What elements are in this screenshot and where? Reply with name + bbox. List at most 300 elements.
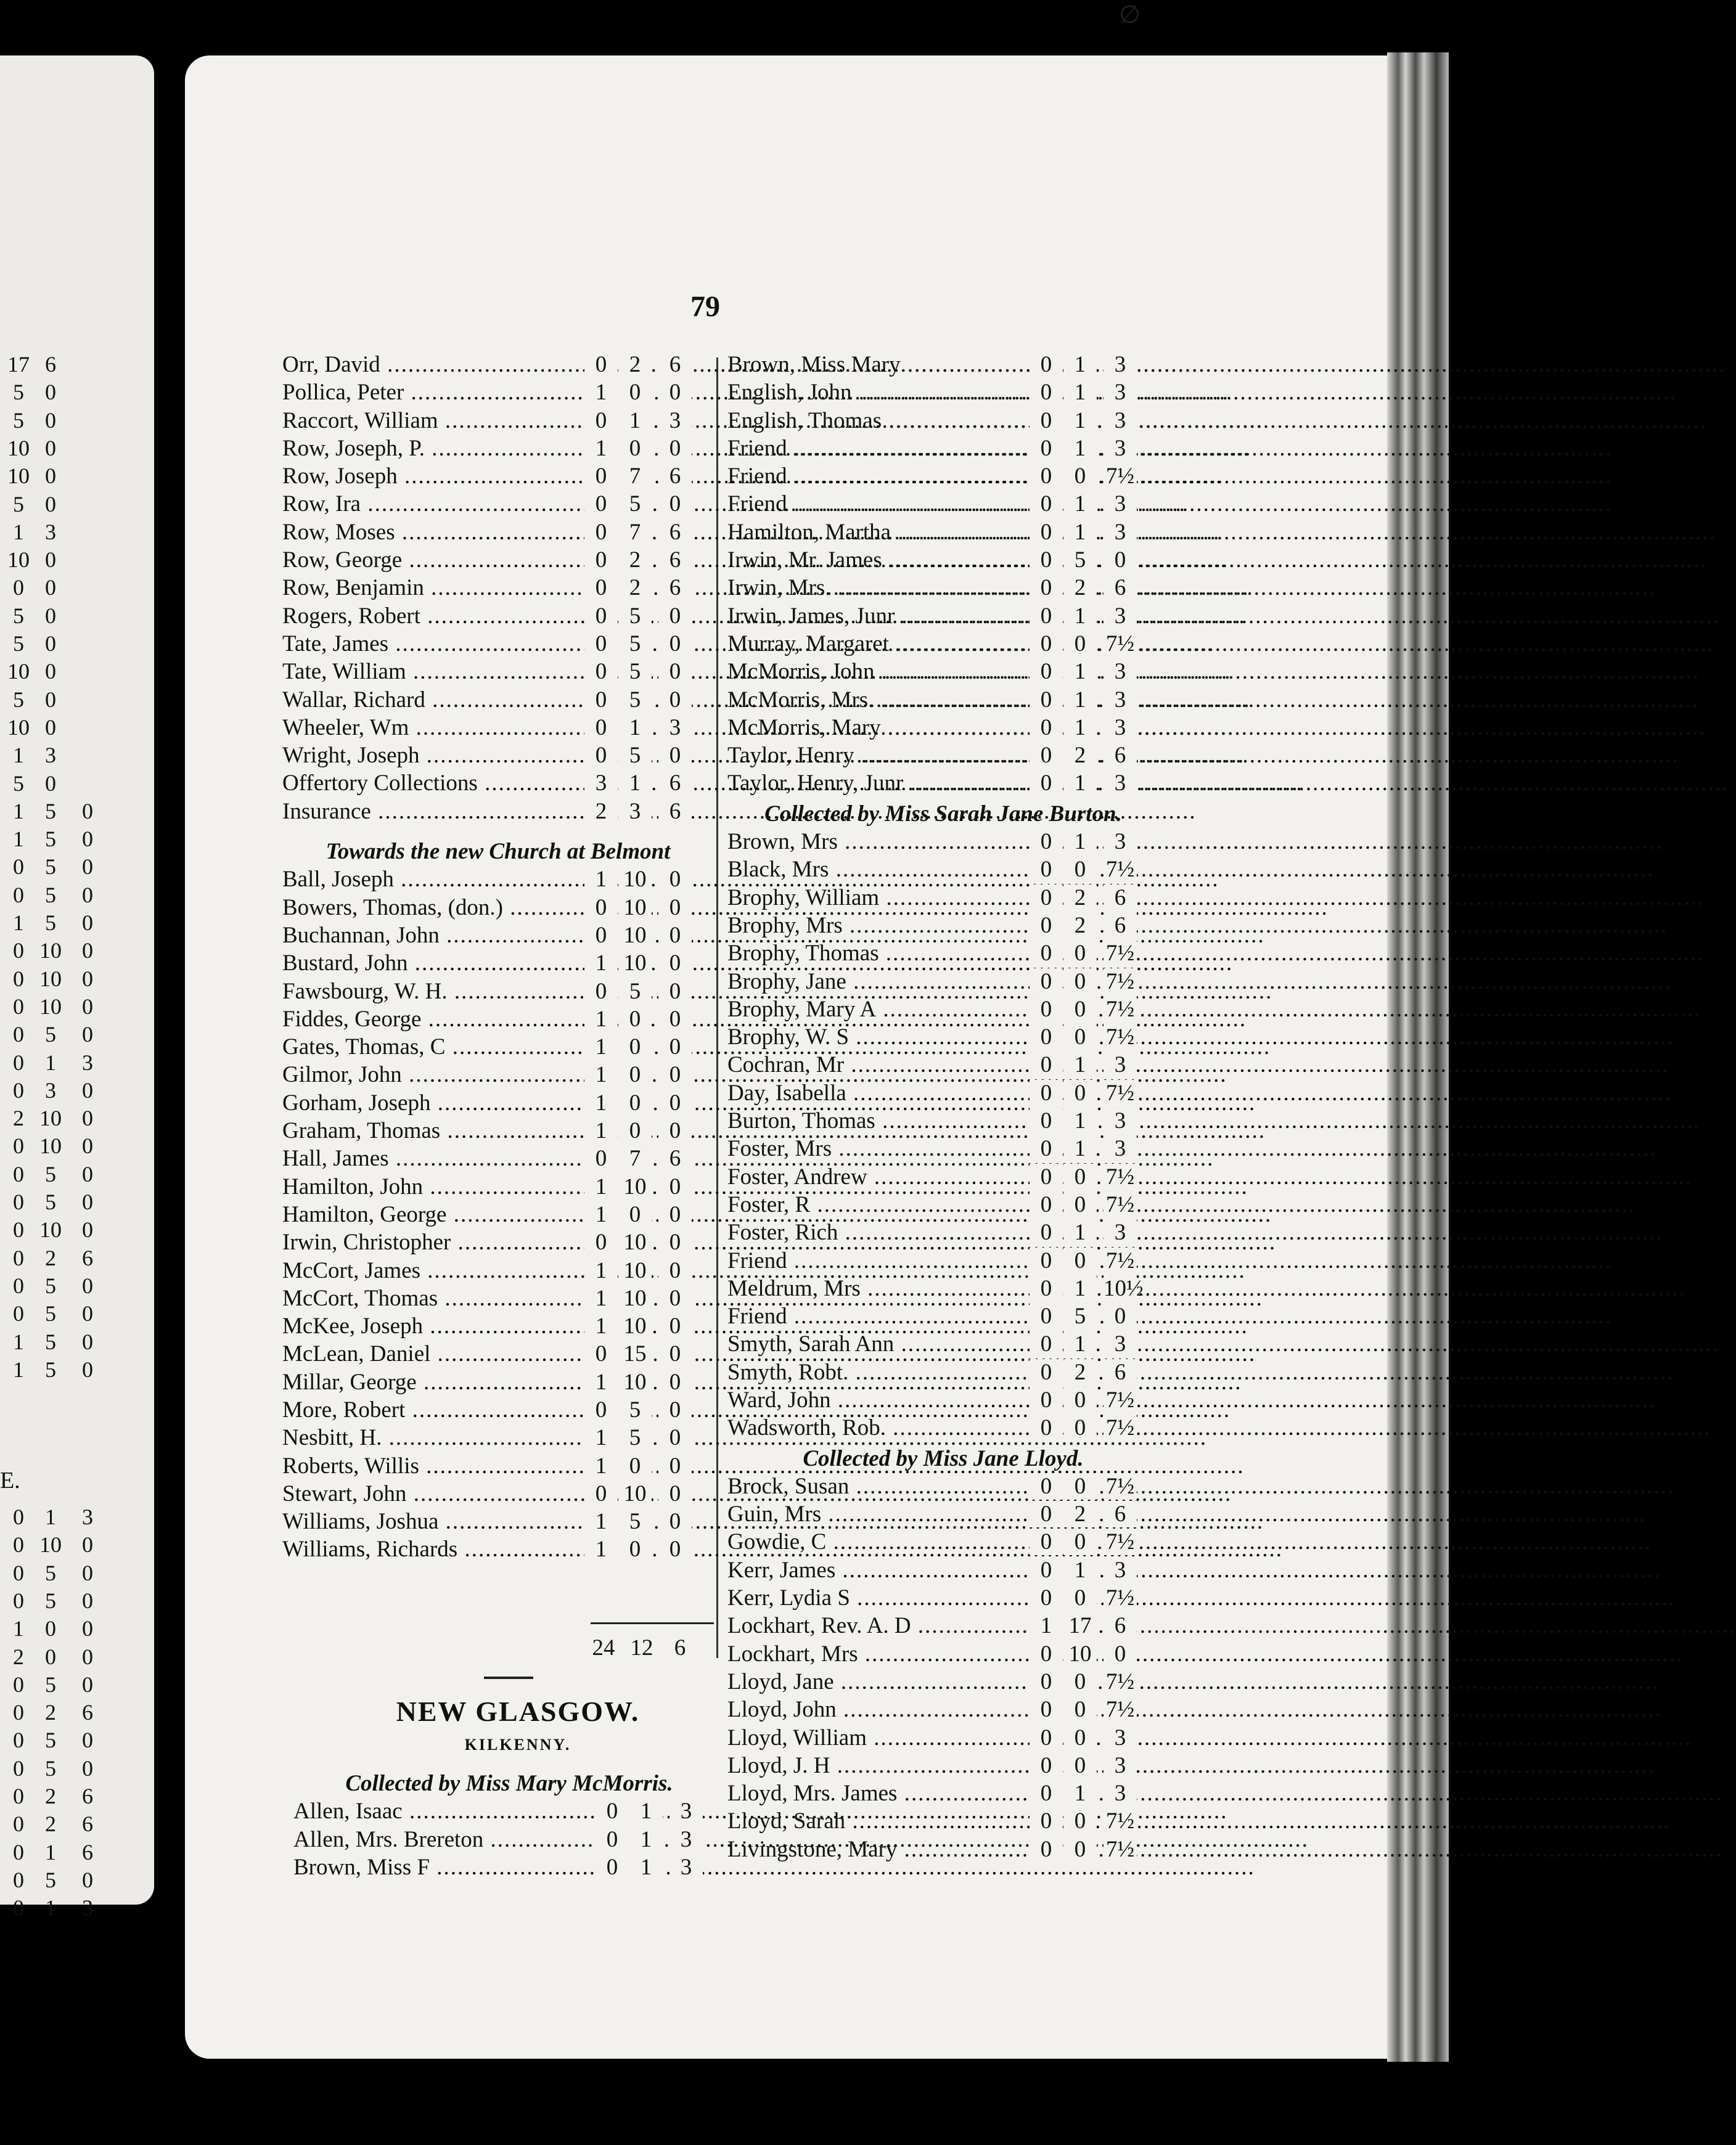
list-item [282, 1229, 714, 1257]
list-item [282, 742, 714, 770]
list-item [282, 1257, 714, 1285]
entry-shillings: 0 [1063, 1836, 1097, 1863]
list-item [727, 491, 1159, 518]
list-item [727, 379, 1159, 407]
entry-pence: 0 [658, 1397, 692, 1423]
list-item [282, 770, 714, 798]
entry-pounds: 1 [584, 1285, 618, 1312]
entry-pence: 0 [658, 978, 692, 1005]
entry-shillings: 1 [629, 1798, 663, 1824]
facing-page-value: 5 [13, 631, 24, 656]
facing-page-value: 5 [45, 1672, 56, 1697]
entry-pounds: 0 [1030, 1219, 1063, 1246]
mcmorris-entries-list [293, 1798, 725, 1882]
entry-shillings: 2 [1063, 742, 1097, 769]
entry-pounds: 0 [1030, 1024, 1063, 1050]
list-item [282, 1090, 714, 1117]
facing-page-value: 0 [82, 938, 93, 963]
entry-shillings: 5 [1063, 1303, 1097, 1330]
entry-shillings: 1 [1063, 1557, 1097, 1583]
list-item [727, 1501, 1159, 1529]
entry-name: McMorris, John ..... [727, 658, 1017, 685]
list-item [727, 1725, 1159, 1752]
entry-pounds: 0 [1030, 1529, 1063, 1555]
entry-name: Allen, Isaac ..... [293, 1798, 583, 1824]
facing-page-value: 0 [82, 910, 93, 935]
entry-shillings: 5 [618, 1508, 652, 1535]
facing-page-value: 0 [82, 1616, 93, 1641]
list-item [282, 1508, 714, 1536]
entry-pence: 0 [658, 1006, 692, 1032]
entry-shillings: 0 [618, 1034, 652, 1060]
entry-name: McMorris, Mary ..... [727, 714, 1017, 741]
entry-name: Foster, Rich ..... [727, 1219, 1017, 1246]
list-item [727, 1612, 1159, 1640]
entry-pounds: 0 [1030, 1331, 1063, 1357]
list-item [282, 351, 714, 379]
entry-name: Brown, Miss Mary ..... [727, 351, 1017, 378]
facing-page-row [0, 1811, 123, 1839]
entry-pounds: 0 [584, 491, 618, 517]
list-item [727, 1473, 1159, 1501]
entry-shillings: 5 [618, 1397, 652, 1423]
entry-name: Murray, Margaret ..... [727, 631, 1017, 657]
entry-pounds: 0 [584, 407, 618, 434]
entry-shillings: 0 [1063, 1752, 1097, 1779]
entry-name: Orr, David ..... [282, 351, 572, 378]
facing-page-value: 10 [39, 1134, 62, 1159]
entry-name: Wadsworth, Rob. ..... [727, 1415, 1017, 1441]
facing-page-value: 5 [45, 1161, 56, 1187]
list-item [282, 1481, 714, 1508]
list-item [282, 894, 714, 922]
facing-page-value: 1 [45, 1050, 56, 1075]
list-item [727, 603, 1159, 631]
facing-page-row [0, 1357, 123, 1385]
entry-shillings: 0 [618, 1201, 652, 1228]
entry-shillings: 1 [1063, 603, 1097, 629]
entry-shillings: 0 [618, 435, 652, 462]
list-item [282, 950, 714, 978]
entry-pence: 0 [658, 1453, 692, 1479]
list-item [727, 996, 1159, 1024]
facing-page-value: 10 [39, 1106, 62, 1131]
facing-page-value: 0 [82, 1134, 93, 1159]
entry-pence: 0 [658, 1201, 692, 1228]
entry-pence: 0 [658, 1229, 692, 1256]
facing-page-value: 5 [45, 1301, 56, 1326]
entry-shillings: 0 [1063, 1529, 1097, 1555]
entry-pence: 0 [658, 894, 692, 921]
entry-pounds: 0 [584, 687, 618, 713]
entry-pounds: 0 [584, 658, 618, 685]
entry-name: Williams, Joshua ..... [282, 1508, 572, 1535]
entry-shillings: 1 [1063, 828, 1097, 855]
entry-shillings: 5 [618, 1424, 652, 1451]
facing-page-value: 5 [45, 798, 56, 823]
entry-pence: 3 [1103, 407, 1137, 434]
entry-pounds: 0 [584, 547, 618, 573]
list-item [282, 379, 714, 407]
entry-name: More, Robert ..... [282, 1397, 572, 1423]
facing-page-value: 5 [45, 1755, 56, 1781]
facing-page-value: 1 [13, 910, 24, 935]
facing-page-row [0, 1105, 123, 1134]
facing-page-value: 0 [45, 407, 56, 433]
facing-page-value: 0 [45, 1644, 56, 1669]
facing-page-value: 0 [13, 1895, 24, 1921]
entry-pounds: 1 [584, 1090, 618, 1116]
facing-page-row [0, 1588, 123, 1616]
entry-name: Brock, Susan ..... [727, 1473, 1017, 1500]
belmont-entries-list [282, 866, 714, 1564]
entry-name: Row, Joseph, P. ..... [282, 435, 572, 462]
entry-shillings: 10 [618, 1285, 652, 1312]
facing-page-value: 0 [82, 1867, 93, 1892]
list-item [727, 1164, 1159, 1191]
entry-name: Livingstone, Mary ..... [727, 1836, 1017, 1863]
entry-shillings: 0 [618, 1090, 652, 1116]
facing-page-value: 0 [13, 1022, 24, 1047]
facing-page-value: 0 [13, 1190, 24, 1214]
facing-page-value: 5 [45, 1329, 56, 1354]
list-item [282, 1424, 714, 1452]
entry-pence: 3 [1103, 1219, 1137, 1246]
entry-pence: 3 [1103, 658, 1137, 685]
entry-pounds: 0 [1030, 1387, 1063, 1413]
entry-shillings: 1 [1063, 351, 1097, 378]
entry-name: Irwin, Mrs. ..... [727, 574, 1017, 601]
entry-pounds: 0 [1030, 1669, 1063, 1695]
facing-page-value: 0 [82, 1022, 93, 1047]
facing-page-value: 0 [82, 1273, 93, 1298]
entry-shillings: 10 [618, 1174, 652, 1200]
facing-page-value: 5 [45, 1560, 56, 1585]
facing-page-value: 0 [13, 1784, 24, 1808]
list-item [727, 1641, 1159, 1669]
entry-pence: 7½ [1103, 1836, 1137, 1863]
facing-page-row [0, 994, 123, 1022]
entry-shillings: 0 [1063, 1585, 1097, 1611]
facing-page-value: 3 [82, 1050, 93, 1075]
facing-page-row [0, 463, 123, 491]
entry-shillings: 2 [1063, 885, 1097, 911]
entry-shillings: 0 [1063, 856, 1097, 883]
entry-pence: 6 [1103, 1359, 1137, 1386]
facing-page-value: 2 [13, 1106, 24, 1131]
section-heading-belmont: Towards the new Church at Belmont [326, 839, 671, 865]
entry-pounds: 0 [1030, 519, 1063, 545]
list-item [727, 856, 1159, 884]
burton-entries-list [727, 828, 1159, 1443]
facing-page-value: 0 [13, 854, 24, 880]
entry-pounds: 1 [584, 1034, 618, 1060]
entry-name: English, Thomas ..... [727, 407, 1017, 434]
entry-shillings: 10 [618, 922, 652, 949]
entry-name: Graham, Thomas ..... [282, 1117, 572, 1144]
entry-pence: 0 [658, 1508, 692, 1535]
facing-page-value: 0 [45, 687, 56, 712]
facing-page-value: 0 [82, 1357, 93, 1382]
entry-pounds: 0 [1030, 1303, 1063, 1330]
entry-pounds: 0 [1030, 1585, 1063, 1611]
facing-page-value: 0 [13, 966, 24, 991]
entry-pounds: 0 [1030, 603, 1063, 629]
entry-pounds: 0 [584, 978, 618, 1005]
facing-page-value: 10 [39, 1217, 62, 1243]
facing-page-value: 10 [7, 714, 30, 740]
facing-page-value: 0 [45, 631, 56, 656]
entry-name: Gowdie, C ..... [727, 1529, 1017, 1555]
entry-pence: 7½ [1103, 631, 1137, 657]
collector-heading-mcmorris: Collected by Miss Mary McMorris. [345, 1771, 673, 1796]
facing-page-value: 0 [13, 1245, 24, 1270]
list-item [282, 1536, 714, 1564]
list-item [282, 491, 714, 518]
entry-name: Stewart, John ..... [282, 1481, 572, 1507]
list-item [727, 828, 1159, 856]
facing-page-value: 0 [45, 491, 56, 517]
entry-name: Smyth, Robt. ..... [727, 1359, 1017, 1386]
entry-pounds: 0 [1030, 1248, 1063, 1274]
entry-shillings: 0 [1063, 1191, 1097, 1218]
entry-shillings: 1 [618, 407, 652, 434]
facing-page-value: 3 [45, 1077, 56, 1103]
list-item [727, 547, 1159, 574]
entry-name: Foster, Andrew ..... [727, 1164, 1017, 1190]
entry-pounds: 0 [1030, 828, 1063, 855]
facing-page-row [0, 1839, 123, 1868]
entry-name: Gates, Thomas, C ..... [282, 1034, 572, 1060]
list-item [293, 1826, 725, 1854]
facing-page-value: 0 [45, 464, 56, 489]
facing-page-value: 1 [45, 1839, 56, 1865]
entry-name: Offertory Collections ..... [282, 770, 572, 796]
list-item [727, 407, 1159, 435]
facing-page-row [0, 1217, 123, 1245]
facing-page-value: 0 [13, 1077, 24, 1103]
entry-name: Fiddes, George ..... [282, 1006, 572, 1032]
facing-page-value: 0 [82, 1217, 93, 1243]
entry-pounds: 0 [1030, 407, 1063, 434]
entry-shillings: 0 [1063, 1808, 1097, 1834]
facing-page-row [0, 1273, 123, 1301]
facing-page-row [0, 826, 123, 854]
entry-name: Lloyd, William ..... [727, 1725, 1017, 1751]
entry-name: Brophy, Thomas ..... [727, 940, 1017, 966]
entry-shillings: 5 [618, 658, 652, 685]
facing-page-value: 6 [45, 352, 56, 377]
list-item [727, 435, 1159, 463]
entry-pence: 0 [658, 922, 692, 949]
facing-page-row [0, 1895, 123, 1923]
kilkenny-block [293, 1770, 725, 1882]
entry-shillings: 2 [618, 351, 652, 378]
list-item [282, 1145, 714, 1173]
facing-page-value: 17 [7, 352, 30, 377]
list-item [727, 519, 1159, 547]
list-item [282, 574, 714, 602]
entry-pounds: 1 [584, 950, 618, 976]
entry-shillings: 1 [1063, 379, 1097, 406]
entry-pounds: 0 [1030, 1780, 1063, 1807]
entry-pence: 7½ [1103, 1387, 1137, 1413]
entry-pounds: 0 [584, 742, 618, 769]
entry-shillings: 10 [618, 1229, 652, 1256]
facing-page-value: 5 [45, 1190, 56, 1214]
entry-shillings: 1 [1063, 658, 1097, 685]
entry-pence: 6 [1103, 912, 1137, 939]
entry-pence: 0 [658, 742, 692, 769]
facing-page-value: 0 [82, 1728, 93, 1753]
facing-page-row [0, 770, 123, 799]
total-shillings: 12 [630, 1635, 653, 1661]
facing-page-row [0, 603, 123, 631]
entry-shillings: 1 [1063, 1052, 1097, 1078]
entry-pounds: 1 [584, 379, 618, 406]
facing-page-row [0, 1699, 123, 1728]
entry-pence: 0 [658, 1536, 692, 1563]
entry-shillings: 5 [618, 978, 652, 1005]
entry-shillings: 1 [1063, 770, 1097, 796]
facing-page-row [0, 1133, 123, 1161]
entry-pence: 0 [658, 658, 692, 685]
entry-pence: 3 [669, 1826, 703, 1853]
facing-page-value: 0 [13, 1301, 24, 1326]
facing-page-fragment [0, 55, 154, 1921]
entry-shillings: 5 [1063, 547, 1097, 573]
entry-pounds: 0 [1030, 379, 1063, 406]
entry-pence: 7½ [1103, 1808, 1137, 1834]
entry-pounds: 1 [584, 866, 618, 893]
facing-page-value: 10 [39, 994, 62, 1019]
entry-shillings: 2 [1063, 1359, 1097, 1386]
list-item [727, 1080, 1159, 1108]
list-item [282, 687, 714, 714]
facing-page-value: 0 [82, 827, 93, 852]
entry-name: Row, Moses ..... [282, 519, 572, 545]
entry-shillings: 10 [618, 1481, 652, 1507]
entry-name: Irwin, James, Junr ..... [727, 603, 1017, 629]
facing-page-value: 0 [13, 575, 24, 600]
facing-page-value: 0 [13, 1672, 24, 1697]
entry-pounds: 0 [584, 1145, 618, 1172]
entry-shillings: 1 [1063, 1780, 1097, 1807]
entry-name: Millar, George ..... [282, 1369, 572, 1395]
entry-name: Wallar, Richard ..... [282, 687, 572, 713]
facing-page-row [0, 351, 123, 380]
list-item [282, 1061, 714, 1089]
right-entries-list [727, 351, 1159, 798]
entry-name: Taylor, Henry ..... [727, 742, 1017, 769]
left-entries-list [282, 351, 714, 826]
facing-page-row [0, 547, 123, 575]
entry-pounds: 1 [584, 1424, 618, 1451]
entry-name: Lockhart, Mrs ..... [727, 1641, 1017, 1667]
list-item [282, 1285, 714, 1313]
list-item [727, 1191, 1159, 1219]
entry-shillings: 0 [1063, 1080, 1097, 1106]
entry-pence: 0 [658, 866, 692, 893]
entry-pounds: 0 [584, 922, 618, 949]
entry-shillings: 0 [1063, 968, 1097, 995]
facing-page-value: 2 [45, 1245, 56, 1270]
facing-page-row [0, 519, 123, 547]
list-item [282, 631, 714, 658]
entry-pence: 0 [658, 1313, 692, 1339]
entry-pence: 7½ [1103, 1415, 1137, 1441]
list-item [727, 1052, 1159, 1079]
facing-page-value: 0 [13, 1161, 24, 1187]
facing-page-value: 5 [45, 1273, 56, 1298]
entry-pence: 3 [1103, 435, 1137, 462]
facing-page-value: 5 [45, 854, 56, 880]
entry-pounds: 0 [1030, 940, 1063, 966]
entry-shillings: 3 [618, 798, 652, 825]
entry-shillings: 0 [1063, 1387, 1097, 1413]
entry-name: Hall, James ..... [282, 1145, 572, 1172]
entry-pounds: 1 [584, 1257, 618, 1284]
list-item [727, 714, 1159, 742]
page-number: 79 [690, 290, 720, 323]
entry-shillings: 0 [618, 1536, 652, 1563]
list-item [727, 1557, 1159, 1585]
facing-page-value: 0 [13, 1134, 24, 1159]
entry-pounds: 1 [584, 1369, 618, 1395]
right-column [727, 351, 1159, 1864]
entry-pence: 3 [1103, 1108, 1137, 1134]
entry-name: Gorham, Joseph ..... [282, 1090, 572, 1116]
section-divider-dash [484, 1677, 533, 1679]
facing-page-value: 0 [13, 1273, 24, 1298]
entry-pence: 3 [1103, 351, 1137, 378]
entry-name: Pollica, Peter ..... [282, 379, 572, 406]
list-item [282, 1341, 714, 1368]
facing-page-value: 5 [45, 1588, 56, 1613]
entry-shillings: 10 [1063, 1641, 1097, 1667]
entry-pounds: 0 [1030, 1696, 1063, 1723]
entry-pence: 6 [1103, 574, 1137, 601]
list-item [282, 714, 714, 742]
entry-name: Lloyd, Jane ..... [727, 1669, 1017, 1695]
facing-page-value: 10 [7, 435, 30, 460]
entry-pence: 0 [658, 1481, 692, 1507]
entry-shillings: 5 [618, 687, 652, 713]
entry-pounds: 1 [584, 1061, 618, 1088]
facing-page-value: 3 [82, 1505, 93, 1529]
entry-shillings: 0 [618, 1453, 652, 1479]
facing-page-value: 5 [13, 770, 24, 796]
list-item [282, 547, 714, 574]
entry-pence: 0 [658, 631, 692, 657]
entry-name: Kerr, Lydia S ..... [727, 1585, 1017, 1611]
entry-shillings: 1 [1063, 491, 1097, 517]
list-item [282, 1034, 714, 1061]
entry-pounds: 0 [1030, 770, 1063, 796]
entry-shillings: 5 [618, 631, 652, 657]
entry-shillings: 10 [618, 1369, 652, 1395]
facing-page-value: 5 [45, 1022, 56, 1047]
entry-name: Hamilton, George ..... [282, 1201, 572, 1228]
facing-page-row [0, 631, 123, 659]
entry-shillings: 5 [618, 742, 652, 769]
entry-pence: 6 [658, 351, 692, 378]
entry-name: Kerr, James ..... [727, 1557, 1017, 1583]
facing-page-value: 0 [13, 1700, 24, 1725]
entry-shillings: 10 [618, 950, 652, 976]
entry-pence: 3 [1103, 1052, 1137, 1078]
list-item [727, 351, 1159, 379]
